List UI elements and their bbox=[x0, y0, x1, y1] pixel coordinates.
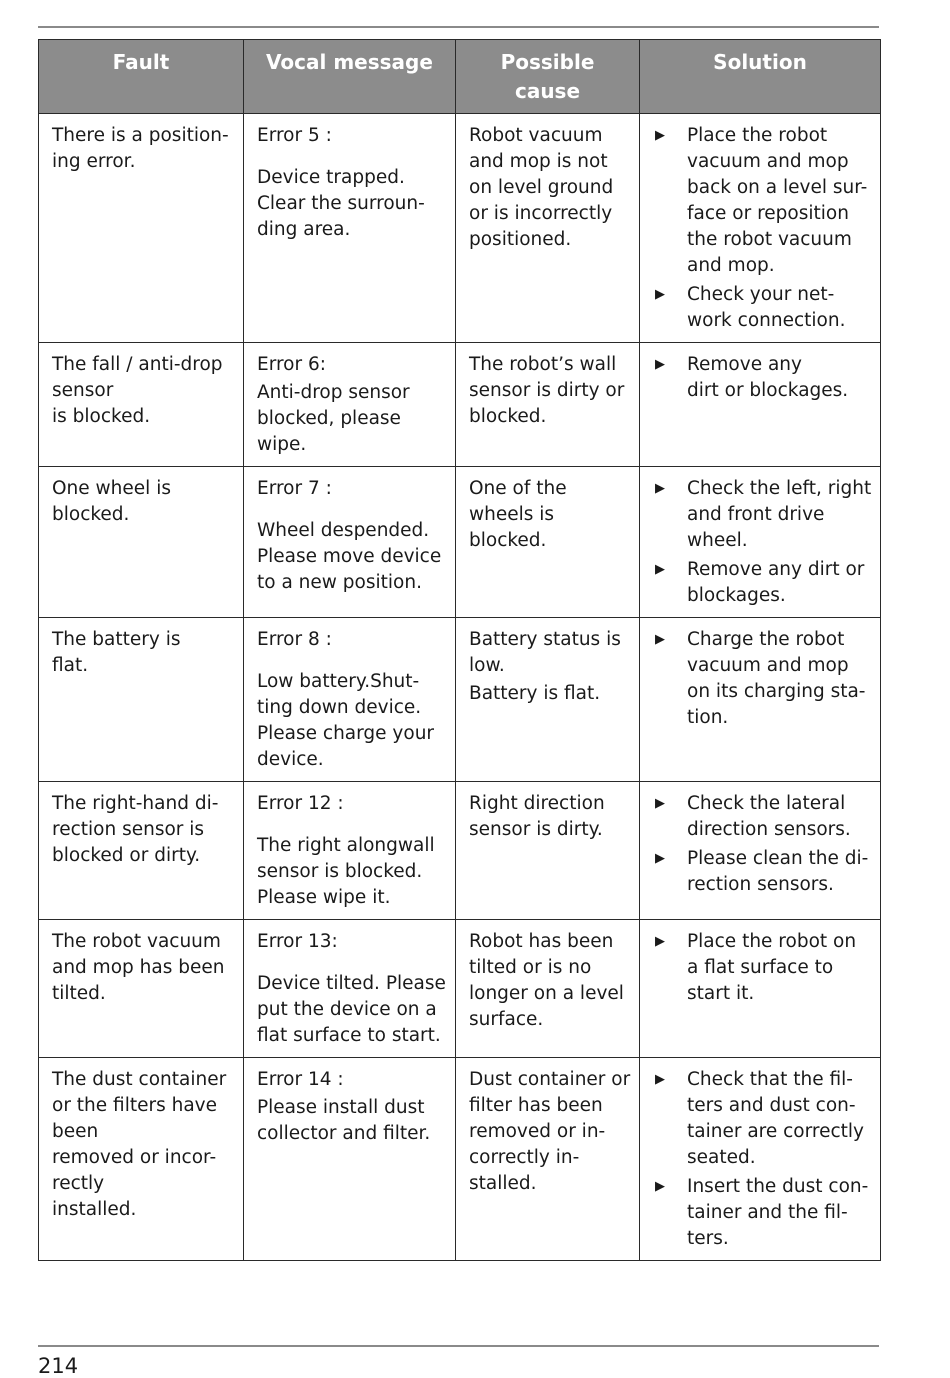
cause-paragraph bbox=[469, 681, 629, 707]
solution-text-line: ters. bbox=[687, 1228, 729, 1249]
cause-text-line: removed or in- bbox=[469, 1121, 606, 1142]
solution-cell bbox=[640, 467, 881, 618]
cause-paragraph bbox=[469, 1067, 629, 1197]
cause-text-line: The robot’s wall bbox=[469, 354, 617, 375]
fault-cell bbox=[39, 114, 244, 343]
cause-text-line: filter has been bbox=[469, 1095, 603, 1116]
solution-list bbox=[653, 123, 870, 334]
vocal-message-line: Device trapped. bbox=[257, 167, 405, 188]
cause-paragraph bbox=[469, 352, 629, 430]
fault-text-line: ing error. bbox=[52, 151, 136, 172]
error-code: Error 14 : bbox=[257, 1069, 344, 1090]
vocal-message-line: Clear the surroun- bbox=[257, 193, 425, 214]
cause-text-line: Battery is flat. bbox=[469, 683, 601, 704]
cause-text-line: wheels is bbox=[469, 504, 555, 525]
error-code: Error 13: bbox=[257, 931, 338, 952]
fault-text-line: The fall / anti-drop bbox=[52, 354, 223, 375]
cause-text-line: blocked. bbox=[469, 530, 547, 551]
solution-text-line: a flat surface to bbox=[687, 957, 834, 978]
solution-text-line: Insert the dust con- bbox=[687, 1176, 869, 1197]
solution-text bbox=[687, 1174, 870, 1252]
vocal-message-line: blocked, please bbox=[257, 408, 401, 429]
solution-cell bbox=[640, 1058, 881, 1261]
fault-text-line: The battery is bbox=[52, 629, 181, 650]
vocal-message-line: ding area. bbox=[257, 219, 351, 240]
header-solution: Solution bbox=[640, 40, 881, 114]
vocal-message-line: put the device on a bbox=[257, 999, 437, 1020]
cause-text-line: stalled. bbox=[469, 1173, 537, 1194]
solution-item bbox=[653, 846, 870, 898]
solution-text-line: wheel. bbox=[687, 530, 748, 551]
solution-text-line: Check that the fil- bbox=[687, 1069, 853, 1090]
vocal-message-cell bbox=[244, 467, 456, 618]
cause-text-line: low. bbox=[469, 655, 505, 676]
cause-paragraph bbox=[469, 627, 629, 679]
solution-text-line: ters and dust con- bbox=[687, 1095, 856, 1116]
vocal-message-line: The right alongwall bbox=[257, 835, 435, 856]
solution-cell bbox=[640, 920, 881, 1058]
cause-text-line: sensor is dirty or bbox=[469, 380, 625, 401]
solution-text bbox=[687, 352, 870, 404]
fault-text-line: blocked. bbox=[52, 504, 130, 525]
vocal-message-line: wipe. bbox=[257, 434, 307, 455]
fault-text-line: The robot vacuum bbox=[52, 931, 221, 952]
solution-cell bbox=[640, 618, 881, 782]
solution-text-line: Remove any bbox=[687, 354, 802, 375]
solution-text-line: vacuum and mop bbox=[687, 655, 849, 676]
error-code: Error 12 : bbox=[257, 793, 344, 814]
vocal-message-cell bbox=[244, 1058, 456, 1261]
fault-text-line: blocked or dirty. bbox=[52, 845, 201, 866]
solution-item bbox=[653, 476, 870, 554]
fault-text-line: removed or incor- bbox=[52, 1147, 217, 1168]
solution-text-line: Please clean the di- bbox=[687, 848, 869, 869]
solution-text-line: Remove any dirt or bbox=[687, 559, 865, 580]
table-row bbox=[39, 618, 881, 782]
vocal-message-cell bbox=[244, 343, 456, 467]
cause-text-line: on level ground bbox=[469, 177, 614, 198]
bullet-arrow-icon: ▶ bbox=[655, 851, 665, 866]
fault-text-line: is blocked. bbox=[52, 406, 151, 427]
cause-text-line: blocked. bbox=[469, 406, 547, 427]
table-row bbox=[39, 920, 881, 1058]
bottom-rule bbox=[38, 1345, 879, 1347]
vocal-message-cell bbox=[244, 114, 456, 343]
solution-text-line: vacuum and mop bbox=[687, 151, 849, 172]
solution-text bbox=[687, 929, 870, 1007]
solution-text bbox=[687, 846, 870, 898]
fault-text-line: or the filters have bbox=[52, 1095, 217, 1116]
solution-text bbox=[687, 476, 870, 554]
solution-text bbox=[687, 1067, 870, 1171]
fault-cell bbox=[39, 343, 244, 467]
top-rule bbox=[38, 26, 879, 28]
cause-text-line: Right direction bbox=[469, 793, 605, 814]
solution-text-line: seated. bbox=[687, 1147, 756, 1168]
solution-text-line: start it. bbox=[687, 983, 755, 1004]
table-row bbox=[39, 782, 881, 920]
table-row bbox=[39, 114, 881, 343]
cause-paragraph bbox=[469, 791, 629, 843]
vocal-message-line: Wheel despended. bbox=[257, 520, 430, 541]
cause-text-line: correctly in- bbox=[469, 1147, 580, 1168]
bullet-arrow-icon: ▶ bbox=[655, 1072, 665, 1087]
solution-list bbox=[653, 929, 870, 1007]
solution-text bbox=[687, 123, 870, 279]
solution-item bbox=[653, 627, 870, 731]
solution-text-line: the robot vacuum bbox=[687, 229, 852, 250]
table-row bbox=[39, 467, 881, 618]
solution-list bbox=[653, 791, 870, 898]
solution-cell bbox=[640, 114, 881, 343]
cause-paragraph bbox=[469, 476, 629, 554]
vocal-message-line: device. bbox=[257, 749, 324, 770]
cause-text-line: One of the bbox=[469, 478, 567, 499]
solution-text-line: on its charging sta- bbox=[687, 681, 866, 702]
solution-text bbox=[687, 627, 870, 731]
solution-text-line: work connection. bbox=[687, 310, 846, 331]
cause-text-line: and mop is not bbox=[469, 151, 608, 172]
fault-cell bbox=[39, 467, 244, 618]
solution-text-line: tainer and the fil- bbox=[687, 1202, 848, 1223]
cause-paragraph bbox=[469, 929, 629, 1033]
cause-text-line: tilted or is no bbox=[469, 957, 592, 978]
fault-cell bbox=[39, 1058, 244, 1261]
bullet-arrow-icon: ▶ bbox=[655, 481, 665, 496]
solution-list bbox=[653, 1067, 870, 1252]
fault-text-line: rection sensor is bbox=[52, 819, 205, 840]
possible-cause-cell bbox=[456, 467, 640, 618]
solution-text-line: tainer are correctly bbox=[687, 1121, 864, 1142]
bullet-arrow-icon: ▶ bbox=[655, 796, 665, 811]
error-code: Error 8 : bbox=[257, 629, 332, 650]
bullet-arrow-icon: ▶ bbox=[655, 934, 665, 949]
vocal-message-line: Anti-drop sensor bbox=[257, 382, 410, 403]
solution-item bbox=[653, 282, 870, 334]
table-header-row bbox=[39, 40, 881, 114]
bullet-arrow-icon: ▶ bbox=[655, 562, 665, 577]
vocal-message-line: collector and filter. bbox=[257, 1123, 431, 1144]
bullet-arrow-icon: ▶ bbox=[655, 1179, 665, 1194]
solution-item bbox=[653, 791, 870, 843]
fault-text-line: tilted. bbox=[52, 983, 106, 1004]
possible-cause-cell bbox=[456, 782, 640, 920]
possible-cause-cell bbox=[456, 1058, 640, 1261]
vocal-message-cell bbox=[244, 920, 456, 1058]
error-code: Error 5 : bbox=[257, 125, 332, 146]
solution-text-line: Charge the robot bbox=[687, 629, 845, 650]
fault-text-line: and mop has been bbox=[52, 957, 225, 978]
solution-text-line: face or reposition bbox=[687, 203, 849, 224]
cause-text-line: Robot vacuum bbox=[469, 125, 603, 146]
vocal-message-line: flat surface to start. bbox=[257, 1025, 441, 1046]
fault-text-line: One wheel is bbox=[52, 478, 171, 499]
fault-text-line: sensor bbox=[52, 380, 114, 401]
possible-cause-cell bbox=[456, 618, 640, 782]
solution-text-line: tion. bbox=[687, 707, 729, 728]
table-body bbox=[39, 114, 881, 1261]
fault-text-line: The right-hand di- bbox=[52, 793, 219, 814]
solution-text-line: Check the lateral bbox=[687, 793, 846, 814]
solution-cell bbox=[640, 782, 881, 920]
solution-text-line: Place the robot bbox=[687, 125, 828, 146]
cause-text-line: longer on a level bbox=[469, 983, 624, 1004]
solution-text bbox=[687, 791, 870, 843]
vocal-message-line: Please charge your bbox=[257, 723, 435, 744]
fault-text-line: flat. bbox=[52, 655, 89, 676]
solution-text-line: Check your net- bbox=[687, 284, 835, 305]
page-number: 214 bbox=[38, 1354, 79, 1378]
cause-text-line: positioned. bbox=[469, 229, 572, 250]
solution-text bbox=[687, 282, 870, 334]
solution-text-line: direction sensors. bbox=[687, 819, 851, 840]
possible-cause-cell bbox=[456, 920, 640, 1058]
solution-text-line: rection sensors. bbox=[687, 874, 834, 895]
possible-cause-cell bbox=[456, 114, 640, 343]
vocal-message-line: sensor is blocked. bbox=[257, 861, 423, 882]
bullet-arrow-icon: ▶ bbox=[655, 128, 665, 143]
solution-item bbox=[653, 352, 870, 404]
solution-text-line: Check the left, right bbox=[687, 478, 872, 499]
header-vocal-message: Vocal message bbox=[244, 40, 456, 114]
error-code: Error 7 : bbox=[257, 478, 332, 499]
solution-cell bbox=[640, 343, 881, 467]
error-code: Error 6: bbox=[257, 354, 326, 375]
vocal-message-line: Please install dust bbox=[257, 1097, 425, 1118]
fault-cell bbox=[39, 618, 244, 782]
solution-item bbox=[653, 1067, 870, 1171]
vocal-message-line: Device tilted. Please bbox=[257, 973, 446, 994]
solution-text-line: blockages. bbox=[687, 585, 786, 606]
cause-text-line: Dust container or bbox=[469, 1069, 631, 1090]
vocal-message-line: Low battery.Shut- bbox=[257, 671, 420, 692]
fault-text-line: rectly bbox=[52, 1173, 105, 1194]
bullet-arrow-icon: ▶ bbox=[655, 357, 665, 372]
table-row bbox=[39, 343, 881, 467]
solution-item bbox=[653, 557, 870, 609]
solution-item bbox=[653, 929, 870, 1007]
bullet-arrow-icon: ▶ bbox=[655, 287, 665, 302]
cause-text-line: or is incorrectly bbox=[469, 203, 613, 224]
vocal-message-line: Please move device bbox=[257, 546, 442, 567]
solution-text-line: Place the robot on bbox=[687, 931, 857, 952]
header-possible-cause: Possible cause bbox=[456, 40, 640, 114]
solution-text-line: and mop. bbox=[687, 255, 775, 276]
solution-text-line: dirt or blockages. bbox=[687, 380, 849, 401]
cause-text-line: Battery status is bbox=[469, 629, 621, 650]
vocal-message-line: Please wipe it. bbox=[257, 887, 391, 908]
fault-cell bbox=[39, 782, 244, 920]
cause-text-line: sensor is dirty. bbox=[469, 819, 603, 840]
possible-cause-cell bbox=[456, 343, 640, 467]
vocal-message-cell bbox=[244, 782, 456, 920]
solution-text-line: back on a level sur- bbox=[687, 177, 868, 198]
header-fault: Fault bbox=[39, 40, 244, 114]
solution-item bbox=[653, 123, 870, 279]
cause-text-line: Robot has been bbox=[469, 931, 614, 952]
fault-text-line: installed. bbox=[52, 1199, 137, 1220]
fault-cell bbox=[39, 920, 244, 1058]
solution-list bbox=[653, 352, 870, 404]
solution-text bbox=[687, 557, 870, 609]
solution-list bbox=[653, 476, 870, 609]
solution-item bbox=[653, 1174, 870, 1252]
vocal-message-line: ting down device. bbox=[257, 697, 422, 718]
troubleshooting-table bbox=[38, 39, 881, 1261]
fault-text-line: There is a position- bbox=[52, 125, 229, 146]
vocal-message-cell bbox=[244, 618, 456, 782]
fault-text-line: The dust container bbox=[52, 1069, 227, 1090]
solution-list bbox=[653, 627, 870, 731]
bullet-arrow-icon: ▶ bbox=[655, 632, 665, 647]
solution-text-line: and front drive bbox=[687, 504, 825, 525]
fault-text-line: been bbox=[52, 1121, 99, 1142]
cause-paragraph bbox=[469, 123, 629, 253]
table-row bbox=[39, 1058, 881, 1261]
cause-text-line: surface. bbox=[469, 1009, 544, 1030]
vocal-message-line: to a new position. bbox=[257, 572, 422, 593]
